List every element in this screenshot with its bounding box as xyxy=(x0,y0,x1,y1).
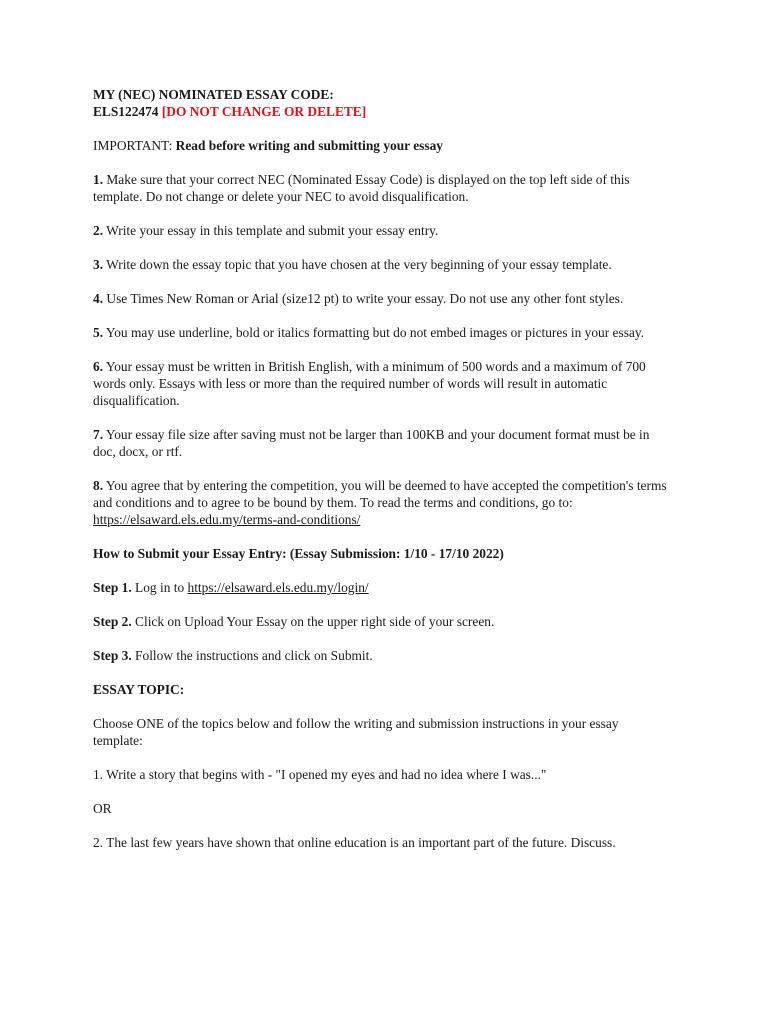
rule-number: 3. xyxy=(93,257,104,272)
rule-6 xyxy=(93,358,668,409)
step-label: Step 1. xyxy=(93,580,132,595)
rule-text: Use Times New Roman or Arial (size12 pt) to write your essay. Do not use any other font styles. xyxy=(103,291,624,306)
step-text: Follow the instructions and click on Submit. xyxy=(131,648,373,663)
step-text: Click on Upload Your Essay on the upper right side of your screen. xyxy=(131,614,495,629)
step-label: Step 2. xyxy=(93,614,132,629)
rule-number: 7. xyxy=(93,427,104,442)
rule-1 xyxy=(93,171,668,205)
rule-number: 4. xyxy=(93,291,104,306)
rule-number: 8. xyxy=(93,478,104,493)
nec-code: ELS122474 xyxy=(93,104,159,119)
rule-number: 2. xyxy=(93,223,104,238)
essay-topic-heading: ESSAY TOPIC: xyxy=(93,682,185,697)
rule-text: Write your essay in this template and submit your essay entry. xyxy=(103,223,439,238)
important-note xyxy=(93,137,668,154)
step-text: Log in to xyxy=(131,580,188,595)
rule-8 xyxy=(93,477,668,528)
step-1 xyxy=(93,579,668,596)
topic-option-1: 1. Write a story that begins with - "I opened my eyes and had no idea where I was..." xyxy=(93,767,547,782)
rule-4 xyxy=(93,290,668,307)
nec-heading xyxy=(93,86,668,103)
rule-number: 5. xyxy=(93,325,104,340)
terms-link[interactable]: https://elsaward.els.edu.my/terms-and-conditions/ xyxy=(93,512,361,527)
step-3 xyxy=(93,647,668,664)
nec-heading-text: MY (NEC) NOMINATED ESSAY CODE: xyxy=(93,87,334,102)
important-colon: : xyxy=(168,138,176,153)
rule-text: Write down the essay topic that you have chosen at the very beginning of your essay template. xyxy=(103,257,612,272)
rule-number: 1. xyxy=(93,172,104,187)
rule-text: You agree that by entering the competition, you will be deemed to have accepted the competition's terms and conditions and to agree to be bound by them. To read the terms and conditions, go to: xyxy=(93,478,667,510)
rule-3 xyxy=(93,256,668,273)
submit-heading: How to Submit your Essay Entry: (Essay Submission: 1/10 - 17/10 2022) xyxy=(93,546,504,561)
rule-text: You may use underline, bold or italics formatting but do not embed images or pictures in your essay. xyxy=(103,325,645,340)
nec-code-line xyxy=(93,103,668,120)
rule-text: Make sure that your correct NEC (Nominated Essay Code) is displayed on the top left side of this template. Do not change or delete your NEC to avoid disqualification. xyxy=(93,172,630,204)
step-2 xyxy=(93,613,668,630)
rule-text: Your essay must be written in British English, with a minimum of 500 words and a maximum of 700 words only. Essays with less or more than the required number of words will result in automatic disqualification. xyxy=(93,359,646,408)
login-link[interactable]: https://elsaward.els.edu.my/login/ xyxy=(187,580,369,595)
topic-intro: Choose ONE of the topics below and follow the writing and submission instructions in your essay template: xyxy=(93,716,619,748)
rule-number: 6. xyxy=(93,359,104,374)
rule-2 xyxy=(93,222,668,239)
topic-option-2: 2. The last few years have shown that online education is an important part of the future. Discuss. xyxy=(93,835,616,850)
rule-7 xyxy=(93,426,668,460)
important-label: IMPORTANT xyxy=(93,138,169,153)
step-label: Step 3. xyxy=(93,648,132,663)
nec-warning: [DO NOT CHANGE OR DELETE] xyxy=(161,104,367,119)
topic-or: OR xyxy=(93,801,112,816)
important-text: Read before writing and submitting your essay xyxy=(175,138,443,153)
rule-text: Your essay file size after saving must not be larger than 100KB and your document format must be in doc, docx, or rtf. xyxy=(93,427,650,459)
rule-5 xyxy=(93,324,668,341)
